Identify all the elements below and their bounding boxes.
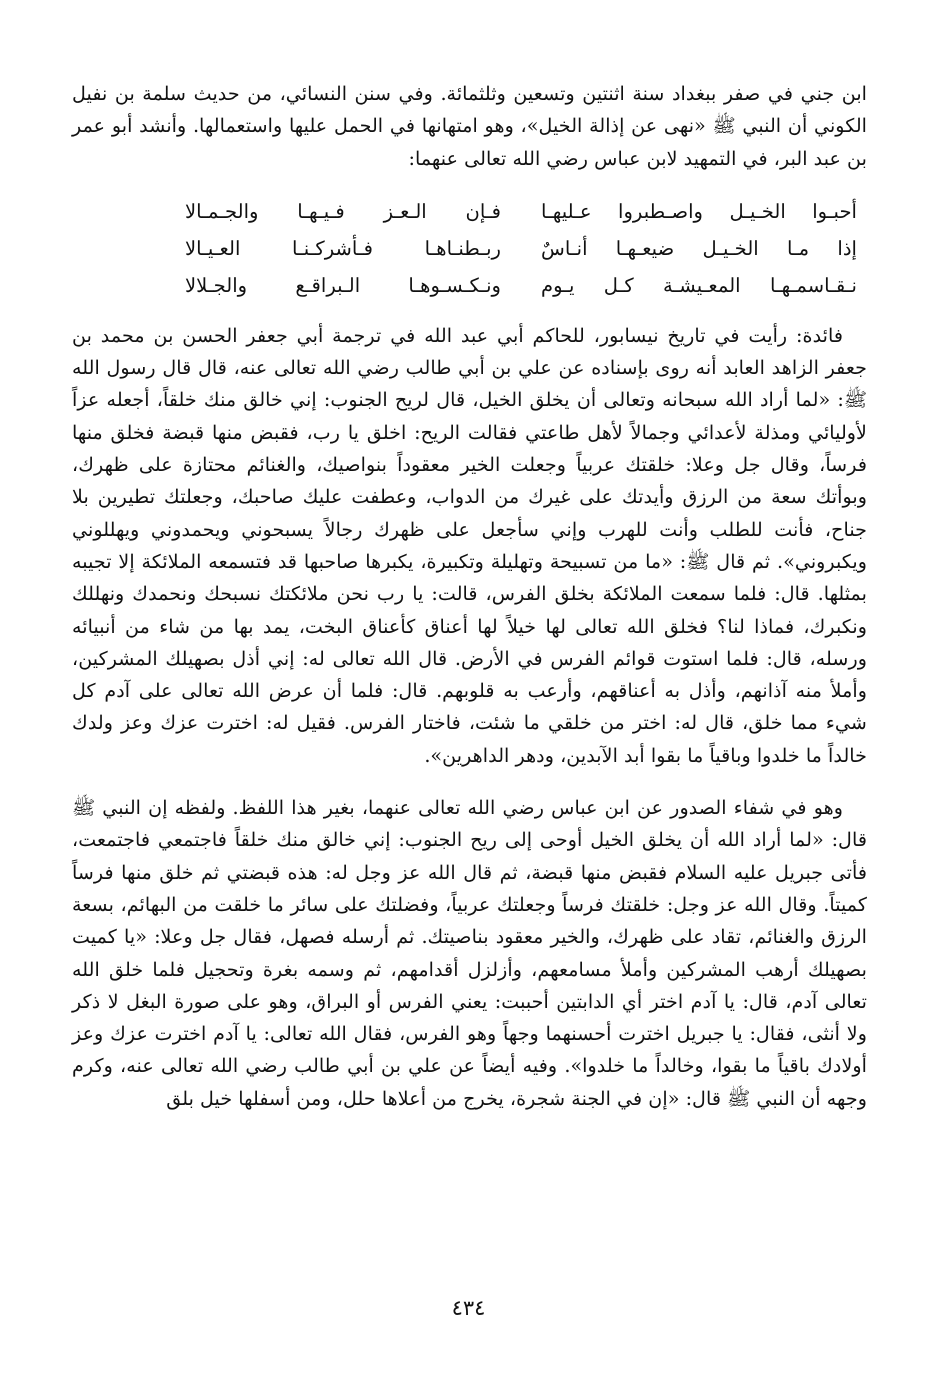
poem-hemistich-second: ربـطنـاهـا فـأشركـنـا العـيـالا	[185, 236, 501, 260]
poem-hemistich-second: فـإن الـعـز فـيـهـا والجـمـالا	[185, 199, 501, 223]
poem	[72, 193, 867, 304]
poem-line	[72, 267, 867, 304]
poem-hemistich-first: أحبـوا الخـيـل واصـطبروا عـليهـا	[541, 199, 857, 223]
paragraph-gap	[72, 772, 867, 792]
poem-hemistich-first: إذا مـا الخـيـل ضيعـهـا أنـاسٌ	[541, 236, 857, 260]
page-body	[72, 78, 867, 1115]
page-number: ٤٣٤	[451, 1296, 486, 1320]
poem-line	[72, 193, 867, 230]
poem-hemistich-second: ونـكـسـوهـا الـبراقـع والجـلالا	[185, 273, 501, 297]
poem-line	[72, 230, 867, 267]
paragraph-intro: ابن جني في صفر ببغداد سنة اثنتين وتسعين وثلثمائة. وفي سنن النسائي، من حديث سلمة بن نفيل الكوني أن النبي ﷺ «نهى عن إذالة الخيل»، وهو امتهانها في الحمل عليها واستعمالها. وأنشد أبو عمر بن عبد البر، في التمهيد لابن عباس رضي الله تعالى عنهما:	[72, 82, 867, 170]
paragraph-shifa: وهو في شفاء الصدور عن ابن عباس رضي الله تعالى عنهما، بغير هذا اللفظ. ولفظه إن النبي ﷺ قال: «لما أراد الله أن يخلق الخيل أوحى إلى ريح الجنوب: إني خالق منك خلقاً فاجتمعي فاجتمعت، فأتى جبريل عليه السلام فقبض منها قبضة، ثم قال الله عز وجل له: هذه قبضتي ثم خلق منها فرساً كميتاً. وقال الله عز وجل: خلقتك فرساً وجعلتك عربياً، وفضلتك على سائر ما خلقت من البهائم، بسعة الرزق والغنائم، تقاد على ظهرك، والخير معقود بناصيتك. ثم أرسله فصهل، فقال جل وعلا: «يا كميت بصهيلك أرهب المشركين وأملأ مسامعهم، وأزلزل أقدامهم، ثم وسمه بغرة وتحجيل فلما خلق الله تعالى آدم، قال: يا آدم اختر أي الدابتين أحببت: يعني الفرس أو البراق، وهو على صورة البغل لا ذكر ولا أنثى، فقال: يا جبريل اخترت أحسنهما وجهاً وهو الفرس، فقال الله تعالى: يا آدم اخترت عزك وعز أولادك باقياً ما بقوا، وخالداً ما خلدوا». وفيه أيضاً عن علي بن أبي طالب رضي الله تعالى عنه، وكرم وجهه أن النبي ﷺ قال: «إن في الجنة شجرة، يخرج من أعلاها حلل، ومن أسفلها خيل بلق	[72, 796, 867, 1110]
paragraph-faida: فائدة: رأيت في تاريخ نيسابور، للحاكم أبي عبد الله في ترجمة أبي جعفر الحسن بن محمد بن جعفر الزاهد العابد أنه روى بإسناده عن علي بن أبي طالب رضي الله تعالى عنه، قال قال رسول الله ﷺ: «لما أراد الله سبحانه وتعالى أن يخلق الخيل، قال لريح الجنوب: إني خالق منك خلقاً، أجعله عزاً لأوليائي ومذلة لأعدائي وجمالاً لأهل طاعتي فقالت الريح: اخلق يا رب، فقبض منها قبضة فخلق منها فرساً، وقال جل وعلا: خلقتك عربياً وجعلت الخير معقوداً بنواصيك، والغنائم محتازة على ظهرك، وبوأتك سعة من الرزق وأيدتك على غيرك من الدواب، وعطفت عليك صاحبك، وجعلتك تطيرين بلا جناح، فأنت للطلب وأنت للهرب وإني سأجعل على ظهرك رجالاً يسبحوني ويحمدوني ويهللوني ويكبروني». ثم قال ﷺ: «ما من تسبيحة وتهليلة وتكبيرة، يكبرها صاحبها قد فتسمعه الملائكة إلا تجيبه بمثلها. قال: فلما سمعت الملائكة بخلق الفرس، قالت: يا رب نحن ملائكتك نسبحك ونحمدك ونهللك ونكبرك، فماذا لنا؟ فخلق الله تعالى لها خيلاً لها أعناق كأعناق البخت، يمد بها من شاء من أنبيائه ورسله، قال: فلما استوت قوائم الفرس في الأرض. قال الله تعالى له: إني أذل بصهيلك المشركين، وأملأ منه آذانهم، وأذل به أعناقهم، وأرعب به قلوبهم. قال: فلما أن عرض الله تعالى على آدم كل شيء مما خلق، قال له: اختر من خلقي ما شئت، فاختار الفرس. فقيل له: اخترت عزك وعز ولدك خالداً ما خلدوا وباقياً ما بقوا أبد الآبدين، ودهر الداهرين».	[72, 323, 867, 767]
poem-hemistich-first: نـقـاسمـهـا المعـيشـة كـل يـوم	[541, 273, 857, 297]
